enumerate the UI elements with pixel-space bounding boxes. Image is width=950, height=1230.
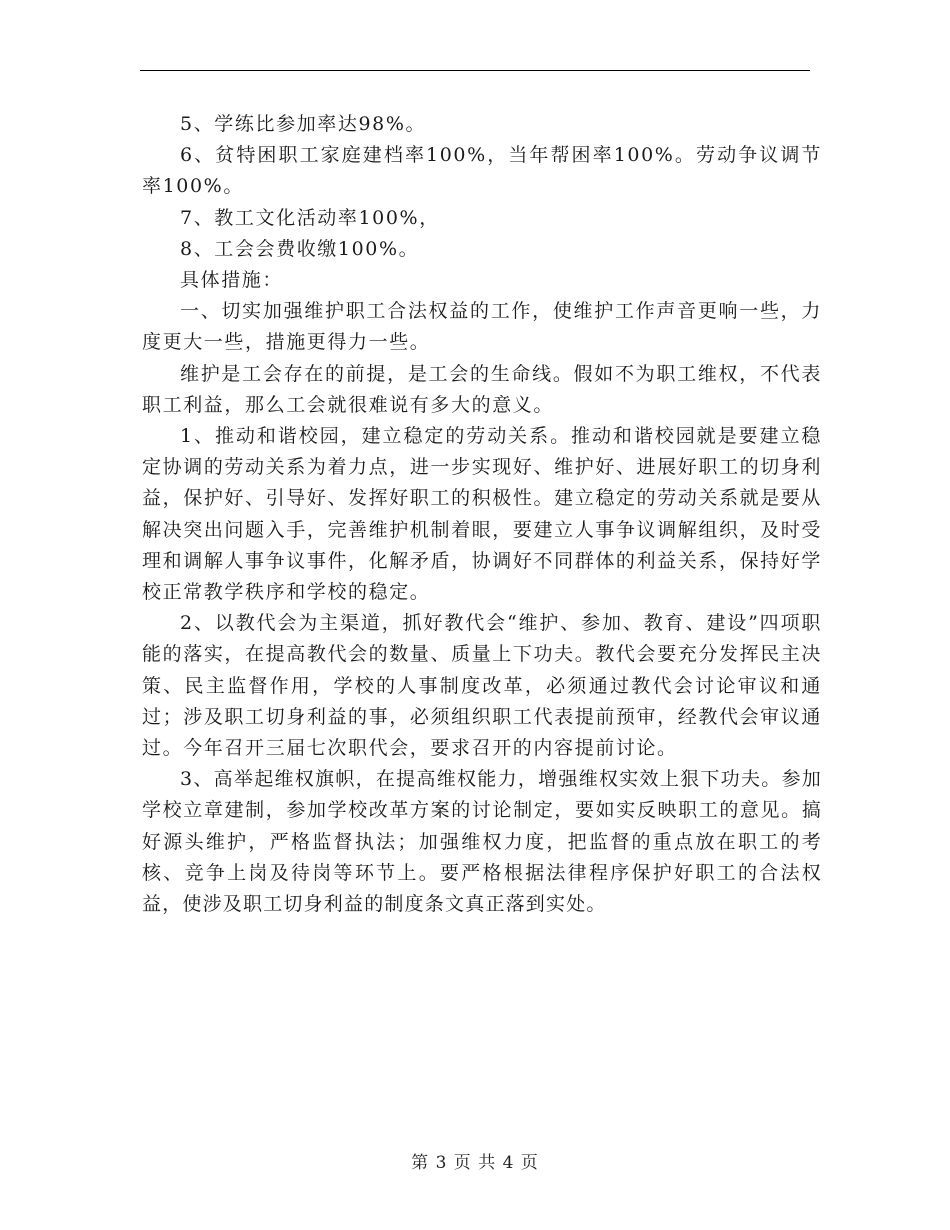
document-body bbox=[142, 109, 822, 920]
paragraph-goal-8: 8、工会会费收缴100%。 bbox=[180, 237, 420, 260]
paragraph-section-1-intro: 维护是工会存在的前提，是工会的生命线。假如不为职工维权，不代表职工利益，那么工会就很难说有多大的意义。 bbox=[142, 362, 822, 416]
paragraph-goal-7: 7、教工文化活动率100%， bbox=[180, 206, 440, 229]
page-number-footer: 第 3 页 共 4 页 bbox=[411, 1153, 539, 1173]
paragraph-measures-heading: 具体措施： bbox=[180, 269, 284, 292]
paragraph-item-3: 3、高举起维权旗帜，在提高维权能力，增强维权实效上狠下功夫。参加学校立章建制，参加学校改革方案的讨论制定，要如实反映职工的意见。搞好源头维护，严格监督执法；加强维权力度，把监督的重点放在职工的考核、竞争上岗及待岗等环节上。要严格根据法律程序保护好职工的合法权益，使涉及职工切身利益的制度条文真正落到实处。 bbox=[142, 768, 822, 916]
paragraph-goal-5: 5、学练比参加率达98%。 bbox=[180, 113, 427, 135]
paragraph-section-1: 一、切实加强维护职工合法权益的工作，使维护工作声音更响一些，力度更大一些，措施更得力一些。 bbox=[142, 300, 822, 354]
paragraph-goal-6: 6、贫特困职工家庭建档率100%，当年帮困率100%。劳动争议调节率100%。 bbox=[142, 144, 822, 198]
paragraph-item-2: 2、以教代会为主渠道，抓好教代会“维护、参加、教育、建设”四项职能的落实，在提高教代会的数量、质量上下功夫。教代会要充分发挥民主决策、民主监督作用，学校的人事制度改革，必须通过教代会讨论审议和通过；涉及职工切身利益的事，必须组织职工代表提前预审，经教代会审议通过。今年召开三届七次职代会，要求召开的内容提前讨论。 bbox=[142, 612, 822, 760]
header-rule bbox=[140, 70, 810, 71]
paragraph-item-1: 1、推动和谐校园，建立稳定的劳动关系。推动和谐校园就是要建立稳定协调的劳动关系为着力点，进一步实现好、维护好、进展好职工的切身利益，保护好、引导好、发挥好职工的积极性。建立稳定的劳动关系就是要从解决突出问题入手，完善维护机制着眼，要建立人事争议调解组织，及时受理和调解人事争议事件，化解矛盾，协调好不同群体的利益关系，保持好学校正常教学秩序和学校的稳定。 bbox=[142, 425, 822, 604]
